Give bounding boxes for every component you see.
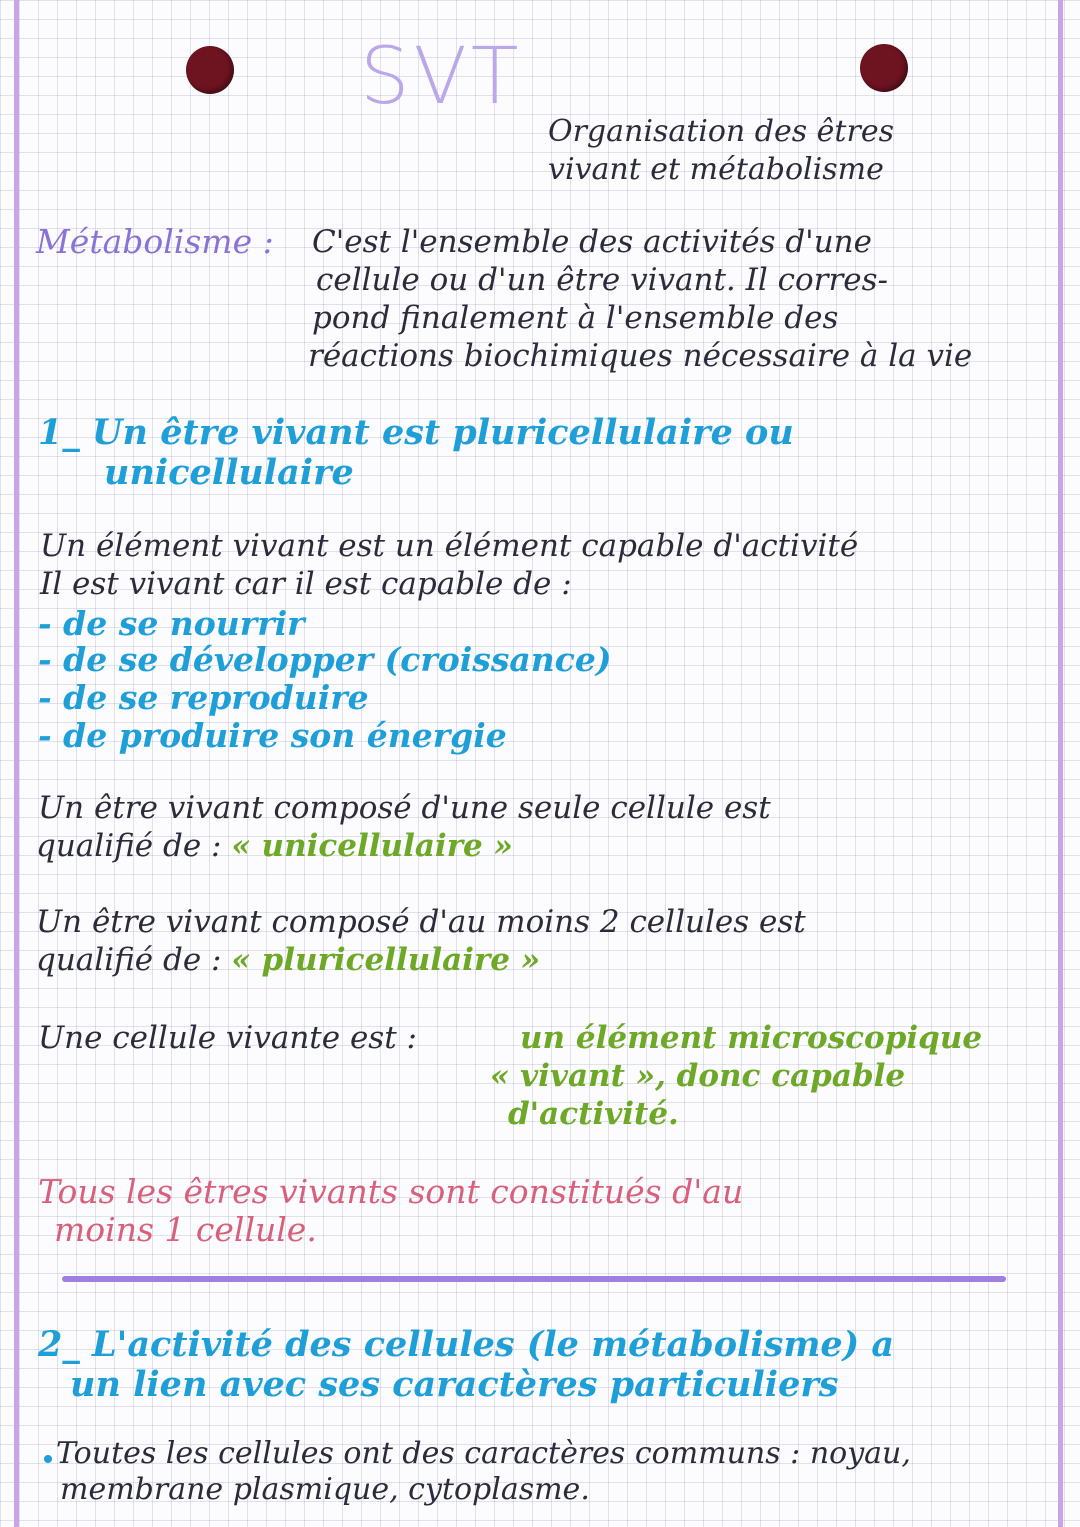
chapter-title-line2: vivant et métabolisme bbox=[548, 152, 884, 187]
unicellular-line2 bbox=[36, 828, 513, 864]
pluricellular-prefix: qualifié de : bbox=[36, 942, 222, 978]
definition-line: C'est l'ensemble des activités d'une bbox=[312, 224, 872, 260]
capacity-list-item: - de produire son énergie bbox=[38, 716, 507, 755]
section1-heading-line2: unicellulaire bbox=[104, 452, 354, 493]
common-features-line2: membrane plasmique, cytoplasme. bbox=[60, 1472, 590, 1507]
pluricellular-term: « pluricellulaire » bbox=[231, 942, 541, 978]
unicellular-prefix: qualifié de : bbox=[36, 828, 222, 864]
left-margin-line bbox=[14, 0, 19, 1527]
intro-line2: Il est vivant car il est capable de : bbox=[40, 566, 572, 602]
common-features-line1: Toutes les cellules ont des caractères communs : noyau, bbox=[56, 1436, 911, 1471]
capacity-list-item: - de se reproduire bbox=[38, 678, 369, 717]
section1-heading-line1: 1_ Un être vivant est pluricellulaire ou bbox=[38, 412, 794, 453]
pluricellular-line1: Un être vivant composé d'au moins 2 cellules est bbox=[36, 904, 806, 940]
section2-heading-line1: 2_ L'activité des cellules (le métabolisme) a bbox=[38, 1324, 895, 1365]
cell-definition-line: un élément microscopique bbox=[520, 1020, 983, 1056]
right-margin-line bbox=[1058, 0, 1063, 1527]
unicellular-term: « unicellulaire » bbox=[231, 828, 513, 864]
definition-line: cellule ou d'un être vivant. Il corres- bbox=[316, 262, 889, 298]
intro-line1: Un élément vivant est un élément capable d'activité bbox=[40, 528, 859, 564]
definition-line: réactions biochimiques nécessaire à la vie bbox=[308, 338, 973, 374]
definition-term: Métabolisme : bbox=[36, 222, 274, 261]
punch-hole-left bbox=[186, 46, 234, 94]
capacity-list-item: - de se nourrir bbox=[38, 604, 305, 643]
rule-line1: Tous les êtres vivants sont constitués d'au bbox=[38, 1172, 744, 1211]
punch-hole-right bbox=[860, 44, 908, 92]
capacity-list-item: - de se développer (croissance) bbox=[38, 640, 612, 679]
subject-title: SVT bbox=[360, 32, 523, 122]
cell-definition-prefix: Une cellule vivante est : bbox=[38, 1020, 417, 1056]
chapter-title-line1: Organisation des êtres bbox=[548, 114, 894, 149]
rule-line2: moins 1 cellule. bbox=[54, 1210, 317, 1249]
pluricellular-line2 bbox=[36, 942, 540, 978]
cell-definition-line: d'activité. bbox=[508, 1096, 679, 1132]
section-divider bbox=[62, 1276, 1006, 1282]
unicellular-line1: Un être vivant composé d'une seule cellule est bbox=[38, 790, 771, 826]
bullet-dot bbox=[44, 1455, 52, 1463]
definition-line: pond finalement à l'ensemble des bbox=[312, 300, 839, 336]
cell-definition-line: « vivant », donc capable bbox=[490, 1058, 906, 1094]
section2-heading-line2: un lien avec ses caractères particuliers bbox=[70, 1364, 839, 1405]
